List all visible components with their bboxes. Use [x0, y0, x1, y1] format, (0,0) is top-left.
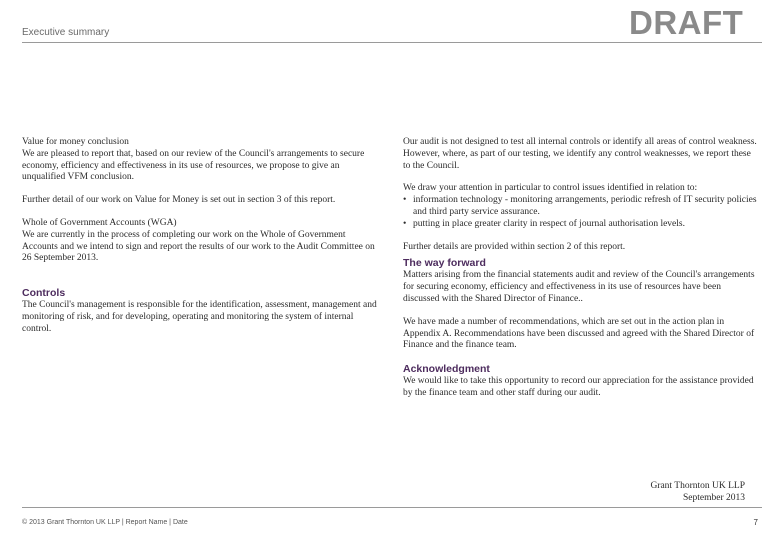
controls-heading: Controls: [22, 287, 66, 300]
list-item: [403, 195, 759, 219]
further-details-text: Further details are provided within section 2 of this report.: [403, 241, 626, 252]
acknowledgment-heading: Acknowledgment: [403, 363, 490, 376]
wga-body: We are currently in the process of completing our work on the Whole of Government Accounts and we intend to sign and report the results of our work to the Audit Committee on 26 September 2013.: [22, 229, 375, 264]
list-item-text: putting in place greater clarity in respect of journal authorisation levels.: [413, 218, 685, 229]
controls-body: The Council's management is responsible for the identification, assessment, management and monitoring of risk, and for developing, operating and monitoring the system of internal control.: [22, 300, 377, 334]
vfm-further-detail: Further detail of our work on Value for Money is set out in section 3 of this report.: [22, 195, 336, 206]
way-forward-heading: The way forward: [403, 257, 486, 270]
right-column: [403, 137, 759, 400]
header-divider: [22, 42, 762, 43]
way-forward-body-1: Matters arising from the financial statements audit and review of the Council's arrangements for securing economy, efficiency and effectiveness in its use of resources have been discussed with the Shared Director of Finance..: [403, 270, 755, 304]
signoff-date: September 2013: [682, 493, 745, 503]
page-number: 7: [753, 518, 758, 527]
attention-intro: We draw your attention in particular to control issues identified in relation to:: [403, 183, 698, 194]
way-forward-body-2: We have made a number of recommendations, which are set out in the action plan in Appendix A. Recommendations have been discussed and agreed with the Shared Director of Finance and the finance team.: [403, 316, 755, 351]
left-column: [22, 137, 378, 336]
section-label: Executive summary: [22, 27, 110, 38]
signoff-firm: Grant Thornton UK LLP: [650, 481, 745, 491]
vfm-title: Value for money conclusion: [22, 137, 129, 147]
list-item: [403, 219, 759, 231]
list-item-text: information technology - monitoring arrangements, periodic refresh of IT security policies and third party service assurance.: [413, 195, 757, 217]
wga-title: Whole of Government Accounts (WGA): [22, 217, 177, 228]
footer-divider: [22, 507, 762, 508]
audit-scope-text: Our audit is not designed to test all internal controls or identify all areas of control weakness. However, where, as part of our testing, we identify any control weaknesses, we report these to the Council.: [403, 137, 757, 171]
footer-copyright: © 2013 Grant Thornton UK LLP | Report Name | Date: [22, 519, 188, 526]
vfm-body: We are pleased to report that, based on our review of the Council's arrangements to secure economy, efficiency and effectiveness in its use of resources, we propose to give an unqualified VFM conclusion.: [22, 148, 365, 183]
signoff-block: [650, 480, 745, 504]
draft-watermark: DRAFT: [629, 4, 744, 41]
control-issues-list: [403, 195, 759, 230]
bullet-icon: •: [403, 218, 407, 229]
acknowledgment-body: We would like to take this opportunity to record our appreciation for the assistance provided by the finance team and other staff during our audit.: [403, 376, 754, 398]
bullet-icon: •: [403, 195, 407, 206]
